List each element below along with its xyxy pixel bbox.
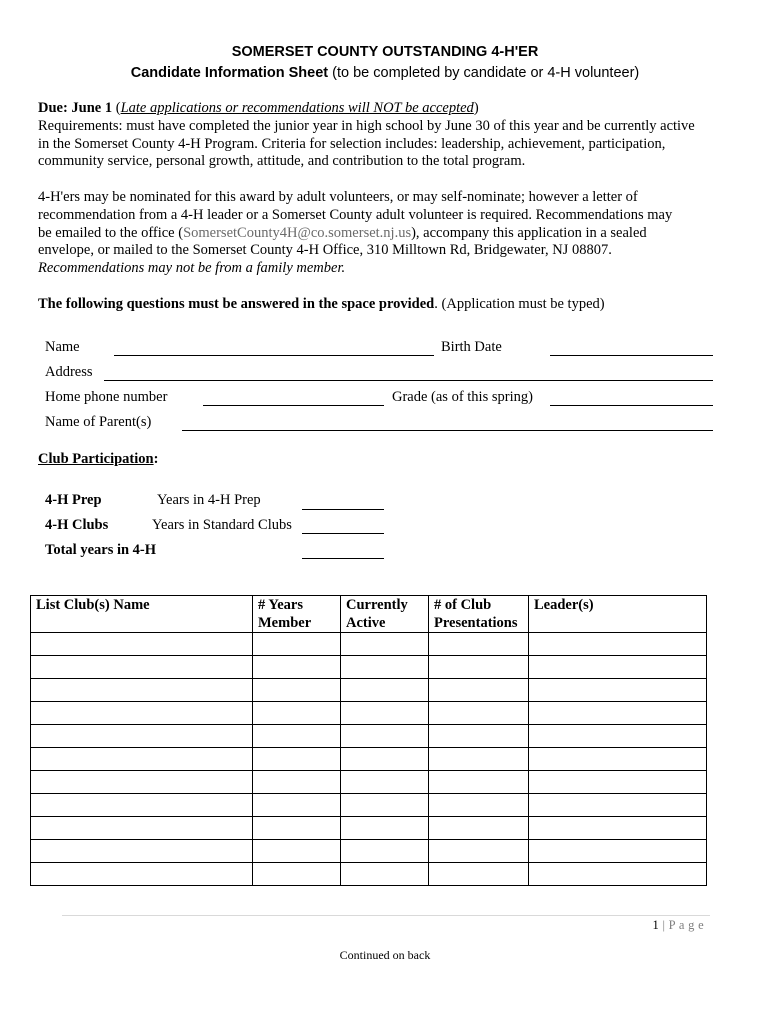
address-label: Address [45, 364, 93, 380]
birth-date-field[interactable] [550, 355, 713, 356]
table-cell[interactable] [341, 725, 429, 748]
table-cell[interactable] [429, 748, 529, 771]
name-field[interactable] [114, 355, 434, 356]
table-row [31, 702, 707, 725]
table-cell[interactable] [529, 702, 707, 725]
continued-note: Continued on back [339, 948, 431, 962]
col-presentations-line1: # of Club [434, 597, 492, 613]
clubs-years-field[interactable] [302, 533, 384, 534]
table-cell[interactable] [253, 794, 341, 817]
table-cell[interactable] [429, 794, 529, 817]
page-word: | P a g e [659, 918, 704, 932]
instructions-rest: . (Application must be typed) [434, 296, 605, 312]
table-cell[interactable] [31, 702, 253, 725]
table-cell[interactable] [253, 771, 341, 794]
table-cell[interactable] [31, 633, 253, 656]
table-cell[interactable] [253, 702, 341, 725]
page-number [652, 918, 704, 933]
table-cell[interactable] [429, 633, 529, 656]
table-cell[interactable] [31, 817, 253, 840]
table-cell[interactable] [341, 817, 429, 840]
nomination-line-3-pre: be emailed to the office ( [38, 224, 184, 241]
table-cell[interactable] [31, 863, 253, 886]
parents-field[interactable] [182, 430, 713, 431]
prep-years-field[interactable] [302, 509, 384, 510]
table-cell[interactable] [429, 817, 529, 840]
requirements-line-2: in the Somerset County 4-H Program. Criteria for selection includes: leadership, achievement, participation, [38, 135, 666, 152]
table-cell[interactable] [529, 725, 707, 748]
subtitle-rest: (to be completed by candidate or 4-H volunteer) [328, 65, 640, 81]
email-link[interactable]: SomersetCounty4H@co.somerset.nj.us [183, 224, 412, 241]
table-cell[interactable] [529, 863, 707, 886]
table-cell[interactable] [341, 656, 429, 679]
grade-label: Grade (as of this spring) [392, 389, 533, 405]
table-cell[interactable] [529, 817, 707, 840]
clubs-label: 4-H Clubs [45, 517, 109, 533]
col-club-name-text: List Club(s) Name [36, 597, 150, 613]
col-currently-active-line1: Currently [346, 597, 408, 613]
footer-divider [62, 915, 710, 916]
col-years-member-line2: Member [258, 614, 312, 631]
table-cell[interactable] [529, 840, 707, 863]
form-title: SOMERSET COUNTY OUTSTANDING 4-H'ER [231, 44, 539, 60]
table-cell[interactable] [529, 679, 707, 702]
table-row [31, 863, 707, 886]
table-cell[interactable] [341, 679, 429, 702]
subtitle-bold: Candidate Information Sheet [130, 65, 329, 81]
requirements-line-1: Requirements: must have completed the junior year in high school by June 30 of this year and be currently active [38, 117, 695, 134]
family-note: Recommendations may not be from a family member. [38, 260, 346, 277]
total-years-field[interactable] [302, 558, 384, 559]
nomination-line-3-post: ), accompany this application in a sealed [411, 224, 647, 241]
due-label: Due: June 1 [38, 100, 113, 116]
table-cell[interactable] [529, 771, 707, 794]
table-row [31, 656, 707, 679]
intro-block [38, 100, 758, 171]
col-currently-active-line2: Active [346, 614, 386, 631]
table-cell[interactable] [31, 771, 253, 794]
table-cell[interactable] [253, 863, 341, 886]
table-cell[interactable] [31, 748, 253, 771]
table-cell[interactable] [429, 702, 529, 725]
club-participation-title: Club Participation [38, 451, 154, 467]
col-presentations-line2: Presentations [434, 614, 518, 631]
table-row [31, 817, 707, 840]
table-cell[interactable] [253, 679, 341, 702]
table-cell[interactable] [529, 794, 707, 817]
nomination-line-1: 4-H'ers may be nominated for this award by adult volunteers, or may self-nominate; however a letter of [38, 189, 638, 205]
table-cell[interactable] [253, 817, 341, 840]
col-years-member [253, 596, 341, 633]
col-currently-active [341, 596, 429, 633]
table-row [31, 725, 707, 748]
table-cell[interactable] [429, 656, 529, 679]
table-cell[interactable] [341, 794, 429, 817]
table-cell[interactable] [253, 840, 341, 863]
grade-field[interactable] [550, 405, 713, 406]
table-cell[interactable] [253, 656, 341, 679]
table-cell[interactable] [341, 633, 429, 656]
parents-label: Name of Parent(s) [45, 414, 152, 430]
club-participation-heading [38, 451, 158, 468]
address-field[interactable] [104, 380, 713, 381]
col-presentations [429, 596, 529, 633]
instructions-bold: The following questions must be answered in the space provided [38, 296, 435, 312]
table-cell[interactable] [31, 840, 253, 863]
table-row [31, 840, 707, 863]
col-leaders [529, 596, 707, 633]
table-cell[interactable] [529, 748, 707, 771]
table-cell[interactable] [429, 863, 529, 886]
clubs-desc: Years in Standard Clubs [152, 517, 292, 533]
table-cell[interactable] [253, 725, 341, 748]
table-cell[interactable] [529, 633, 707, 656]
table-cell[interactable] [31, 725, 253, 748]
nomination-line-2: recommendation from a 4-H leader or a Somerset County adult volunteer is required. Recommendations may [38, 206, 673, 223]
nomination-line-5 [38, 260, 758, 278]
due-line: Due: June 1 (Late applications or recommendations will NOT be accepted) [38, 100, 479, 116]
form-subtitle [0, 65, 770, 81]
table-cell[interactable] [429, 840, 529, 863]
table-cell[interactable] [341, 771, 429, 794]
page-num: 1 [652, 918, 660, 932]
home-phone-label: Home phone number [45, 389, 168, 405]
table-cell[interactable] [31, 679, 253, 702]
club-table [30, 595, 707, 886]
nomination-line-4: envelope, or mailed to the Somerset County 4-H Office, 310 Milltown Rd, Bridgewater, NJ 08807. [38, 242, 612, 259]
prep-label: 4-H Prep [45, 492, 102, 508]
total-label: Total years in 4-H [45, 542, 157, 558]
table-cell[interactable] [341, 840, 429, 863]
table-cell[interactable] [341, 702, 429, 725]
table-header-row [31, 596, 707, 633]
table-cell[interactable] [529, 656, 707, 679]
table-cell[interactable] [429, 679, 529, 702]
name-label: Name [45, 339, 80, 355]
table-cell[interactable] [429, 771, 529, 794]
col-years-member-line1: # Years [258, 597, 303, 613]
table-cell[interactable] [429, 725, 529, 748]
home-phone-field[interactable] [203, 405, 384, 406]
col-club-name [31, 596, 253, 633]
birth-date-label: Birth Date [441, 339, 502, 355]
col-leaders-text: Leader(s) [534, 597, 594, 613]
requirements-line-3: community service, personal growth, attitude, and contribution to the total program. [38, 153, 526, 170]
table-cell[interactable] [31, 794, 253, 817]
table-row [31, 771, 707, 794]
nomination-line-3 [38, 225, 758, 243]
club-participation-colon: : [153, 451, 159, 467]
table-row [31, 748, 707, 771]
table-row [31, 794, 707, 817]
table-row [31, 633, 707, 656]
instructions [38, 296, 605, 314]
table-row [31, 679, 707, 702]
table-cell[interactable] [341, 863, 429, 886]
table-cell[interactable] [31, 656, 253, 679]
prep-desc: Years in 4-H Prep [157, 492, 261, 508]
due-note: Late applications or recommendations will NOT be accepted [120, 100, 474, 116]
nomination-block [38, 189, 758, 278]
table-cell[interactable] [341, 748, 429, 771]
table-cell[interactable] [253, 748, 341, 771]
table-cell[interactable] [253, 633, 341, 656]
